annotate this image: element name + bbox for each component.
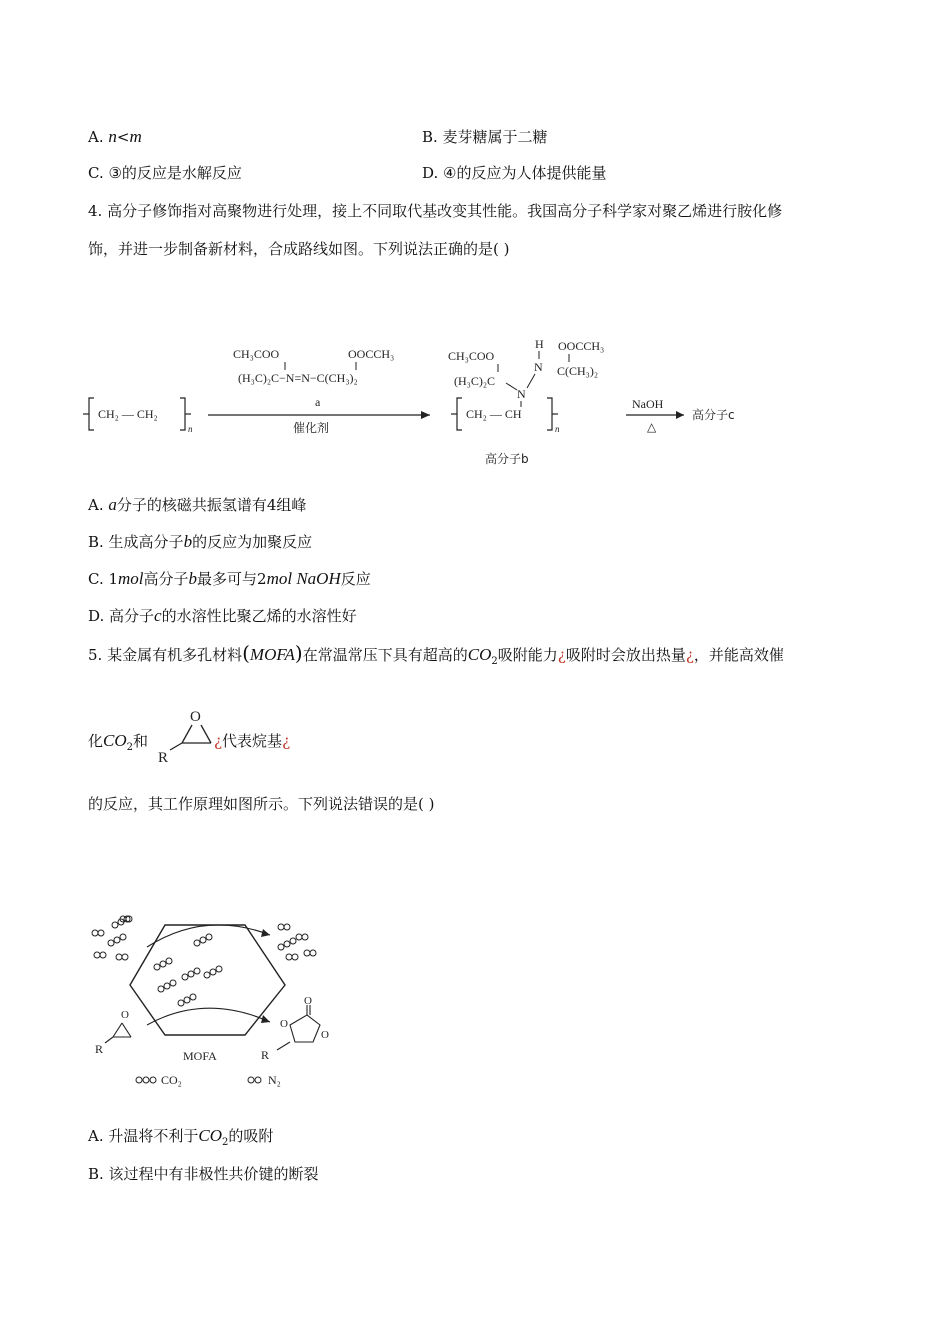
mofa-diagram xyxy=(85,905,345,1095)
q3-option-b: B. 麦芽糖属于二糖 xyxy=(422,128,548,146)
reagent-top-right: OOCCH₃ xyxy=(348,347,395,361)
svg-text:O: O xyxy=(121,1009,129,1021)
q4-stem-line2: 饰，并进一步制备新材料，合成路线如图。下列说法正确的是( ) xyxy=(88,240,510,258)
o-top: O xyxy=(304,995,312,1007)
reagent-top: CH₃COO xyxy=(233,347,280,361)
q5-stem-line3: 的反应，其工作原理如图所示。下列说法错误的是( ) xyxy=(88,795,435,813)
subscript-n-b: n xyxy=(555,424,560,434)
product-top-right: OOCCH₃ xyxy=(558,339,605,353)
q3-option-d: D. ④的反应为人体提供能量 xyxy=(422,164,607,182)
r-right: R xyxy=(261,1048,270,1062)
mofa-label: MOFA xyxy=(183,1049,217,1063)
legend-co2: CO₂ xyxy=(161,1073,182,1087)
r-left: R xyxy=(95,1042,104,1056)
product-nh: N xyxy=(534,360,543,374)
epoxide-o: O xyxy=(190,709,201,725)
epoxide-r: R xyxy=(158,750,169,764)
q5-stem-line1: 5. 某金属有机多孔材料(MOFA)在常温常压下具有超高的$CO_2$吸附能力¿吸附时会放出热量¿，并能高效催 xyxy=(88,641,784,667)
reagent-formula: (H₃C)₂C−N=N−C(CH₃)₂ xyxy=(238,371,358,385)
q5-stem-line2b: ¿代表烷基¿ xyxy=(214,732,291,750)
subscript-n: n xyxy=(188,424,193,434)
arrow-label-a: a xyxy=(315,395,321,409)
q5-option-a: A. 升温将不利于$CO_2$的吸附 xyxy=(88,1126,274,1148)
q4-option-b: B. 生成高分子b的反应为加聚反应 xyxy=(88,532,313,551)
product-h: H xyxy=(535,337,544,351)
q5-stem-line2a: 化$CO_2$和 xyxy=(88,731,149,753)
o-ring1: O xyxy=(280,1018,288,1030)
naoh-label: NaOH xyxy=(632,397,664,411)
q4-option-d: D. 高分子c的水溶性比聚乙烯的水溶性好 xyxy=(88,606,357,625)
q4-reaction-scheme xyxy=(80,330,760,470)
o-ring2: O xyxy=(321,1029,329,1041)
polymer-left: CH₂ — CH₂ xyxy=(98,407,158,421)
product-mid-right: C(CH₃)₂ xyxy=(557,364,599,378)
product-label: 高分子b xyxy=(485,452,529,466)
q4-stem-line1: 4. 高分子修饰指对高聚物进行处理，接上不同取代基改变其性能。我国高分子科学家对聚乙烯进行胺化修 xyxy=(88,202,783,220)
q4-option-c: C. 1mol高分子b最多可与2mol NaOH反应 xyxy=(88,569,371,588)
product-top: CH₃COO xyxy=(448,349,495,363)
q3-option-c: C. ③的反应是水解反应 xyxy=(88,164,242,182)
arrow-label-catalyst: 催化剂 xyxy=(293,421,330,435)
delta-label: △ xyxy=(647,420,657,434)
final-label: 高分子c xyxy=(692,408,735,422)
product-chain: CH₂ — CH xyxy=(466,407,522,421)
q4-option-a: A. a分子的核磁共振氢谱有4组峰 xyxy=(88,495,307,514)
q5-option-b: B. 该过程中有非极性共价键的断裂 xyxy=(88,1165,319,1183)
q3-option-a: A. n<m xyxy=(88,127,142,146)
epoxide-structure xyxy=(156,704,216,764)
product-mid-left: (H₃C)₂C xyxy=(454,374,496,388)
product-n: N xyxy=(517,387,526,401)
legend-n2: N₂ xyxy=(268,1073,281,1087)
